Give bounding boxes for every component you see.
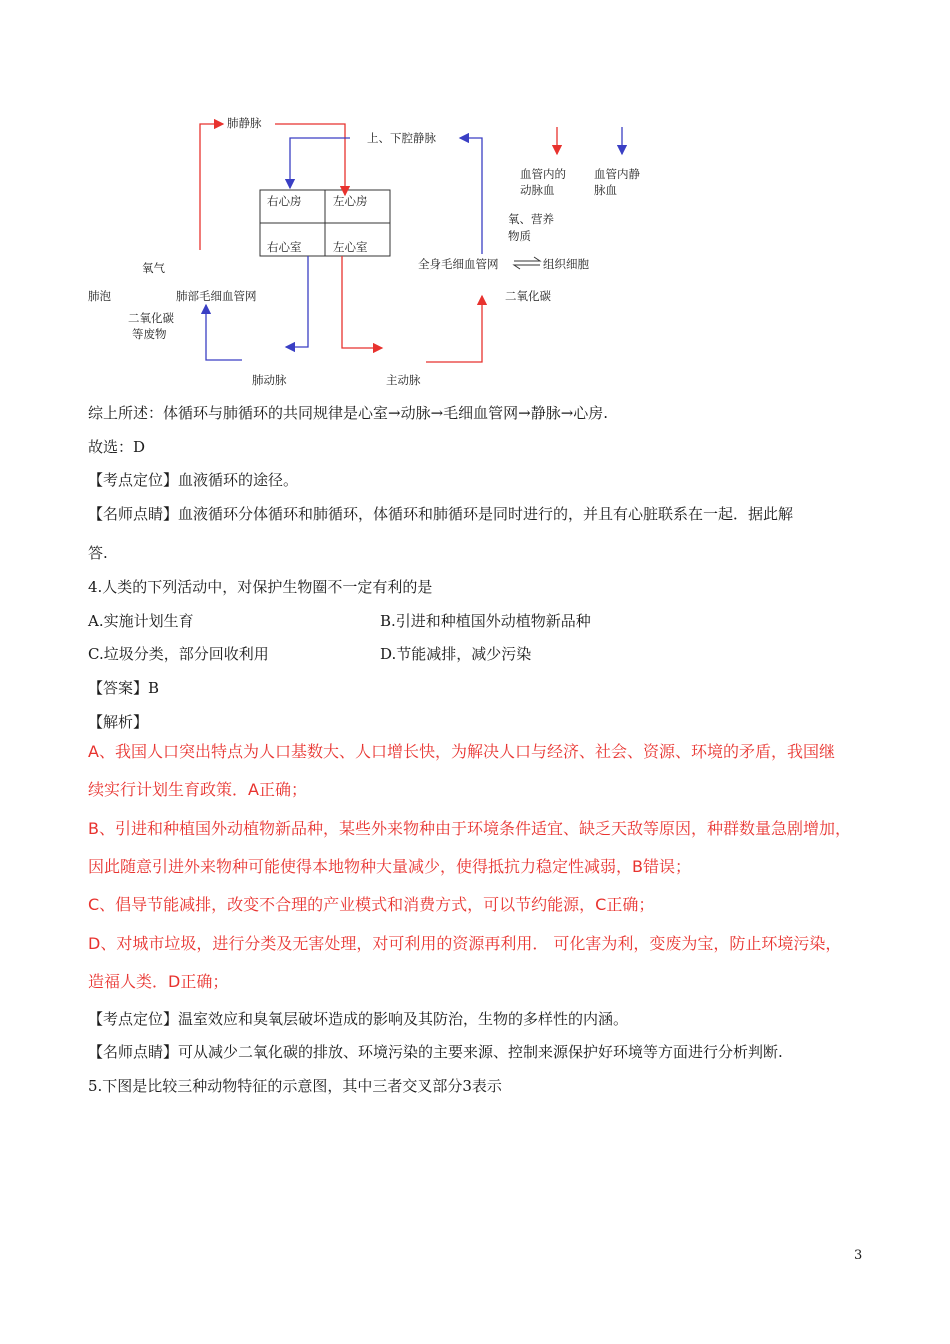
analysis-line: B、引进和种植国外动植物新品种，某些外来物种由于环境条件适宜、缺乏天敌等原因，种群数量急剧增加， (88, 819, 851, 838)
label-right-ventricle: 右心室 (267, 240, 302, 254)
exchange-arrow-upper (514, 257, 540, 261)
label-tissue-cells: 组织细胞 (543, 257, 589, 271)
blood-circulation-diagram (80, 105, 700, 400)
label-oxygen-nutrients-1: 氧、营养 (508, 212, 554, 226)
arrow-body-to-vena-cava (460, 138, 482, 254)
q5-stem: 5.下图是比较三种动物特征的示意图，其中三者交叉部分3表示 (88, 1077, 502, 1095)
label-pulmonary-vein: 肺静脉 (227, 116, 262, 130)
q4-mingshi: 【名师点睛】可从减少二氧化碳的排放、环境污染的主要来源、控制来源保护好环境等方面进行分析判断. (88, 1043, 783, 1061)
q4-option-c: C.垃圾分类，部分回收利用 (88, 645, 269, 663)
q4-option-d: D.节能减排，减少污染 (380, 645, 532, 663)
label-co2-waste-2: 等废物 (132, 327, 167, 341)
exchange-arrow-lower (514, 265, 540, 269)
arrow-vena-cava-to-right-atrium (290, 138, 350, 188)
q4-jiexi-heading: 【解析】 (88, 713, 149, 731)
label-right-atrium: 右心房 (267, 194, 302, 208)
label-oxygen-nutrients-2: 物质 (508, 229, 531, 243)
q4-answer: 【答案】B (88, 679, 160, 697)
q4-option-a: A.实施计划生育 (88, 612, 194, 630)
arrow-pulmonary-artery-to-lung (206, 305, 242, 360)
arrow-pulmonary-vein-to-left-atrium (275, 124, 345, 195)
answer-choice: 故选：D (88, 438, 146, 456)
analysis-line: C、倡导节能减排，改变不合理的产业模式和消费方式，可以节约能源，C正确； (88, 895, 655, 914)
analysis-line: 续实行计划生育政策．A正确； (88, 780, 307, 799)
label-venous-blood-2: 脉血 (594, 183, 617, 197)
label-alveoli: 肺泡 (88, 289, 111, 303)
arrow-aorta-to-body-capillaries (426, 296, 482, 362)
label-arterial-blood-2: 动脉血 (520, 183, 555, 197)
q4-option-b: B.引进和种植国外动植物新品种 (380, 612, 591, 630)
label-venous-blood-1: 血管内静 (594, 167, 640, 181)
label-pulmonary-artery: 肺动脉 (252, 373, 287, 387)
arrow-lung-to-pulmonary-vein (200, 124, 223, 250)
label-oxygen: 氧气 (142, 261, 165, 275)
page-number: 3 (854, 1248, 863, 1263)
label-co2: 二氧化碳 (505, 289, 551, 303)
analysis-line: A、我国人口突出特点为人口基数大、人口增长快，为解决人口与经济、社会、资源、环境的矛盾，我国继 (88, 742, 835, 761)
label-aorta: 主动脉 (386, 373, 421, 387)
label-left-atrium: 左心房 (333, 194, 368, 208)
arrow-right-ventricle-to-pulmonary-artery (286, 256, 308, 347)
q3-mingshi-line2: 答. (88, 544, 108, 562)
q3-mingshi-line1: 【名师点睛】血液循环分体循环和肺循环，体循环和肺循环是同时进行的，并且有心脏联系在一起．据此解 (88, 505, 794, 523)
q3-kaodian: 【考点定位】血液循环的途径。 (88, 471, 299, 489)
analysis-line: 造福人类．D正确； (88, 972, 229, 991)
label-lung-capillaries: 肺部毛细血管网 (176, 289, 257, 303)
analysis-line: D、对城市垃圾，进行分类及无害处理，对可利用的资源再利用． 可化害为利，变废为宝，防止环境污染， (88, 934, 842, 953)
summary-text: 综上所述：体循环与肺循环的共同规律是心室→动脉→毛细血管网→静脉→心房. (88, 404, 609, 422)
analysis-line: 因此随意引进外来物种可能使得本地物种大量减少，使得抵抗力稳定性减弱，B错误； (88, 857, 691, 876)
label-body-capillaries: 全身毛细血管网 (418, 257, 499, 271)
label-vena-cava: 上、下腔静脉 (367, 131, 436, 145)
arrow-left-ventricle-to-aorta (342, 256, 382, 348)
q4-stem: 4.人类的下列活动中，对保护生物圈不一定有利的是 (88, 578, 433, 596)
label-left-ventricle: 左心室 (333, 240, 368, 254)
label-co2-waste-1: 二氧化碳 (128, 311, 174, 325)
label-arterial-blood-1: 血管内的 (520, 167, 566, 181)
q4-kaodian: 【考点定位】温室效应和臭氧层破坏造成的影响及其防治，生物的多样性的内涵。 (88, 1010, 629, 1028)
